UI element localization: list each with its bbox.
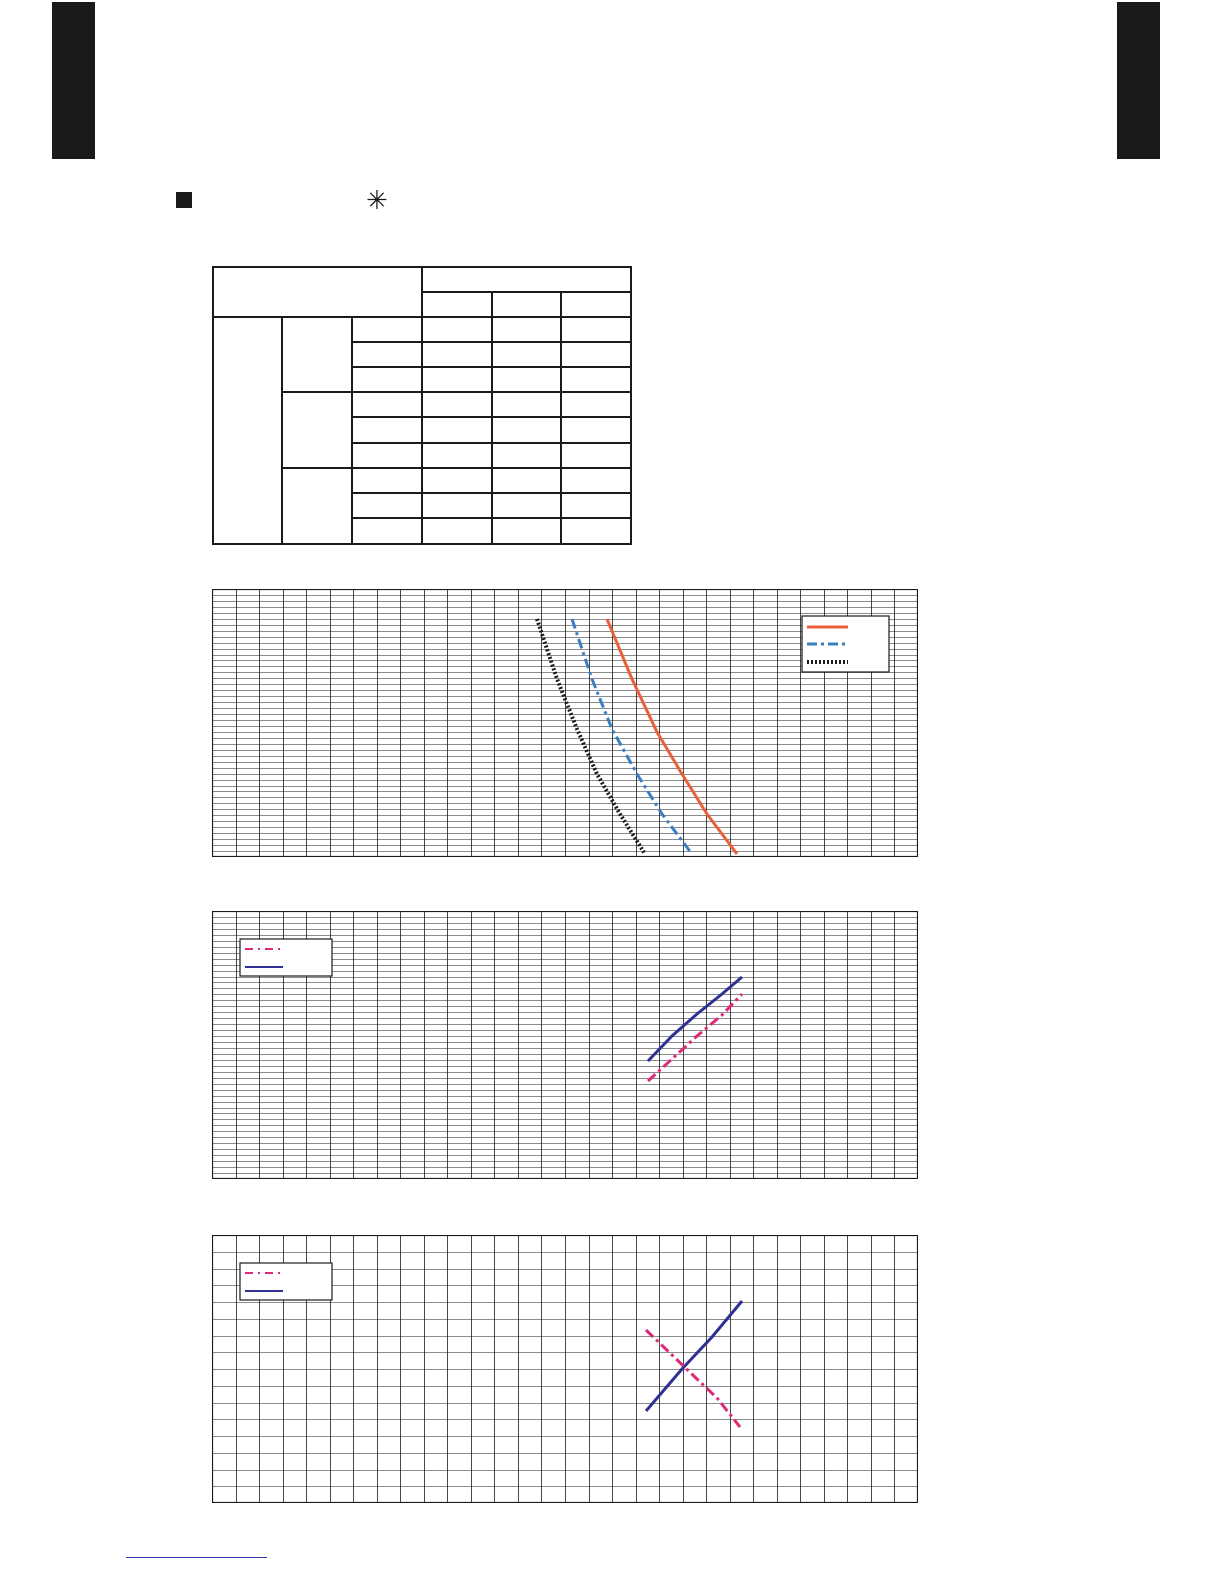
footer-link-underline[interactable] [126, 1557, 267, 1558]
performance-chart-2 [212, 911, 918, 1179]
chart-1-legend [802, 616, 889, 672]
side-tab-left [52, 2, 95, 159]
square-bullet-icon [176, 192, 192, 208]
performance-chart-1 [212, 589, 918, 857]
chart-1-series-dotted [537, 619, 645, 854]
chart-3-legend [240, 1263, 332, 1300]
chart-2-series-dashdot [648, 994, 742, 1081]
spec-table-grid [212, 266, 632, 545]
chart-2-svg [212, 911, 918, 1179]
chart-3-series-solid [646, 1301, 742, 1411]
chart-1-series-solid [607, 619, 737, 854]
chart-3-series-dashdot [646, 1330, 740, 1427]
chart-3-legend-box [240, 1263, 332, 1300]
performance-chart-3 [212, 1235, 918, 1503]
chart-1-series-dashdot [572, 619, 692, 854]
spec-table [212, 266, 632, 545]
chart-2-legend-box [240, 939, 332, 976]
chart-1-svg [212, 589, 918, 857]
side-tab-right [1117, 2, 1160, 159]
chart-2-legend [240, 939, 332, 976]
asterisk-icon: ✳ [366, 186, 388, 216]
chart-3-svg [212, 1235, 918, 1503]
